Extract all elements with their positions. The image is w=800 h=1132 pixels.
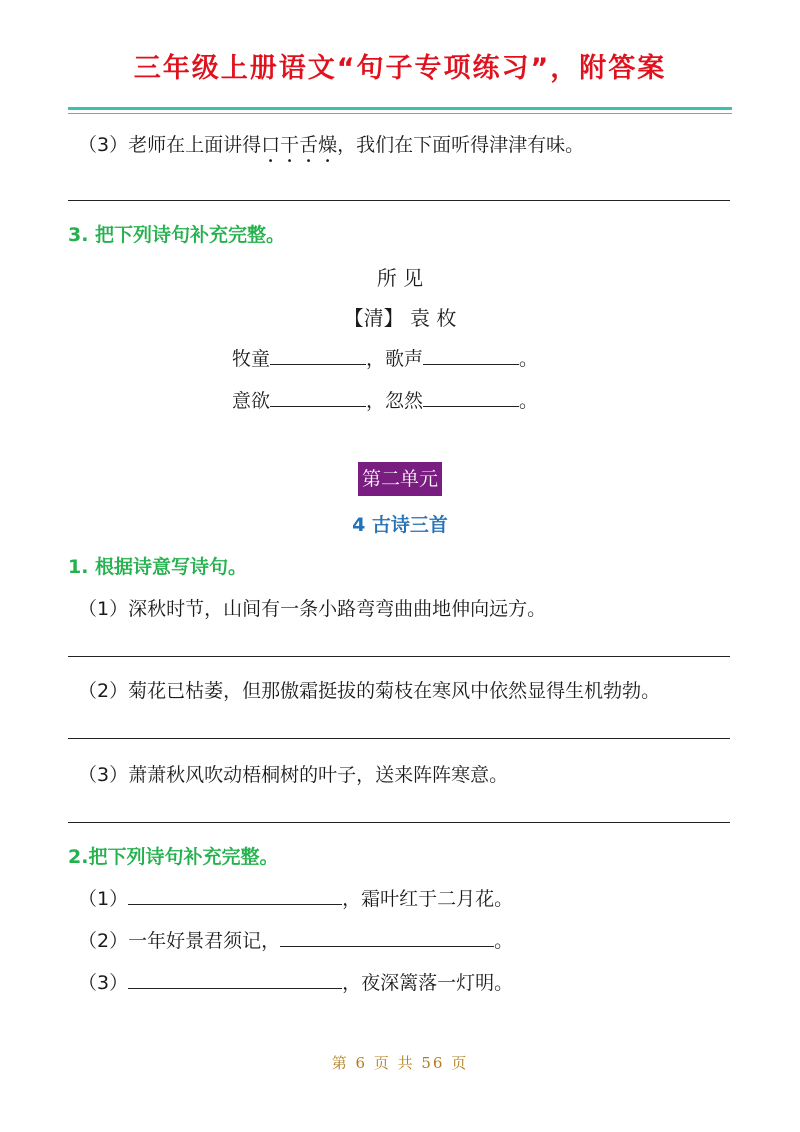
poem-author: 【清】 袁 枚	[343, 306, 457, 330]
exercise-2-item-2-text: （2）一年好景君须记，	[78, 930, 281, 952]
poem-blank[interactable]	[280, 928, 494, 947]
poem-line-1-start: 牧童	[232, 348, 271, 370]
answer-line[interactable]	[68, 200, 730, 201]
page-title: 三年级上册语文“句子专项练习”，附答案	[133, 53, 667, 84]
header-divider-thin	[68, 113, 732, 114]
poem-line-2	[232, 386, 538, 413]
exercise-1-item: （1）深秋时节，山间有一条小路弯弯曲曲地伸向远方。	[78, 598, 547, 620]
exercise-2-item-3-prefix: （3）	[78, 972, 129, 994]
exercise-2-item-2-end: 。	[494, 930, 514, 952]
poem-blank[interactable]	[128, 886, 342, 905]
exercise-1-item: （2）菊花已枯萎，但那傲霜挺拔的菊枝在寒风中依然显得生机勃勃。	[78, 680, 661, 702]
poem-line-1-end: 。	[519, 348, 539, 370]
poem-blank[interactable]	[128, 970, 342, 989]
poem-title: 所 见	[376, 266, 424, 290]
poem-blank[interactable]	[423, 346, 519, 365]
section-3-heading: 3. 把下列诗句补充完整。	[68, 224, 286, 246]
prev-item-3-text-c: ，我们在下面听得津津有味。	[337, 134, 585, 156]
poem-blank[interactable]	[270, 346, 366, 365]
answer-line[interactable]	[68, 822, 730, 823]
lesson-title: 4 古诗三首	[352, 514, 448, 536]
poem-line-1	[232, 344, 538, 371]
exercise-2-item-1	[78, 884, 513, 911]
exercise-2-item-2	[78, 926, 513, 953]
header-divider	[68, 107, 732, 110]
poem-line-2-end: 。	[519, 390, 539, 412]
poem-blank[interactable]	[270, 388, 366, 407]
exercise-2-item-1-text: ，霜叶红于二月花。	[342, 888, 514, 910]
exercise-2-item-3-text: ，夜深篱落一灯明。	[342, 972, 514, 994]
poem-line-2-mid: ，忽然	[366, 390, 424, 412]
poem-blank[interactable]	[423, 388, 519, 407]
prev-item-3	[78, 130, 584, 167]
answer-line[interactable]	[68, 656, 730, 657]
exercise-2-item-1-prefix: （1）	[78, 888, 129, 910]
exercise-2-item-3	[78, 968, 513, 995]
prev-item-3-emphasis: 口干舌燥	[261, 134, 338, 156]
poem-line-1-mid: ，歌声	[366, 348, 424, 370]
unit-badge: 第二单元	[358, 462, 442, 496]
poem-line-2-start: 意欲	[232, 390, 271, 412]
prev-item-3-text-a: （3）老师在上面讲得	[78, 134, 262, 156]
answer-line[interactable]	[68, 738, 730, 739]
exercise-1-item: （3）萧萧秋风吹动梧桐树的叶子，送来阵阵寒意。	[78, 764, 509, 786]
page-number: 第 6 页 共 56 页	[331, 1054, 469, 1072]
exercise-1-heading: 1. 根据诗意写诗句。	[68, 556, 248, 578]
exercise-2-heading: 2.把下列诗句补充完整。	[68, 846, 279, 868]
